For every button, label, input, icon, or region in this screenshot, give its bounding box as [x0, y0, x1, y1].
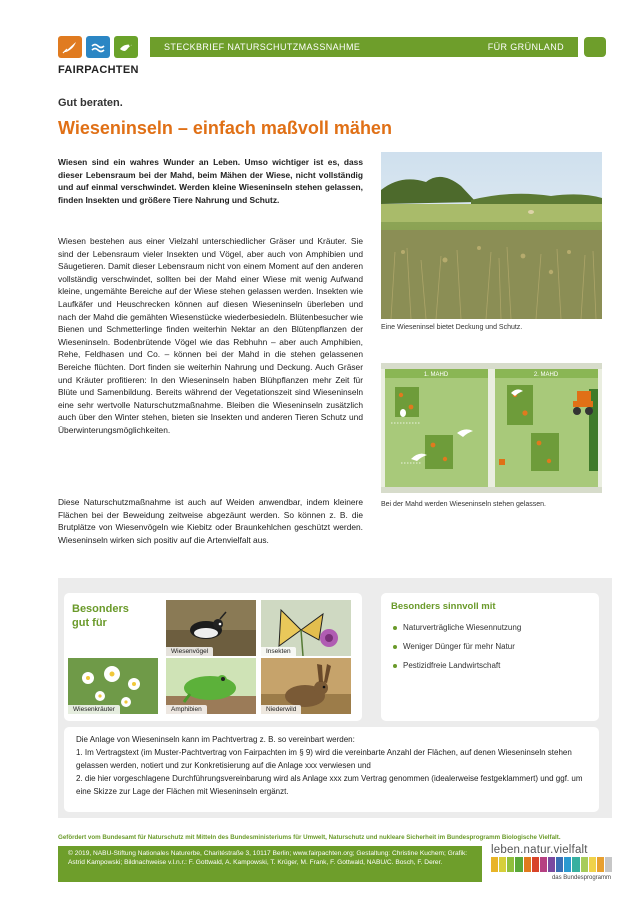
tile-amphibien: [166, 658, 256, 714]
intro-text: Wiesen sind ein wahres Wunder an Leben. Umso wichtiger ist es, dass dieser Lebensraum bei der Mahd, beim Mähen der Wiese, nicht vollständig und auf einmal verschwindet. Werden kleine Wieseninseln stehen gelassen, finden Insekten und größere Tiere Nahrung und Schutz.: [58, 157, 363, 205]
brand-name: FAIRPACHTEN: [58, 64, 139, 76]
good-for-title-line1: Besonders: [72, 603, 129, 615]
bullet-icon: [393, 664, 397, 668]
tile-niederwild: [261, 658, 351, 714]
mowing-diagram: [381, 363, 602, 493]
water-icon: [86, 36, 110, 58]
contract-intro: Die Anlage von Wieseninseln kann im Pachtvertrag z. B. so vereinbart werden:: [76, 735, 355, 744]
tile-label-amphibien: Amphibien: [166, 705, 207, 714]
useful-with-card: [381, 593, 599, 721]
good-for-title: [72, 602, 129, 630]
header-bar-right: FÜR GRÜNLAND: [487, 42, 564, 52]
contract-box: [64, 727, 599, 812]
tile-label-insekten: Insekten: [261, 647, 296, 656]
header-bar: [150, 37, 578, 57]
tile-wiesenvoegel: [166, 600, 256, 656]
logo-icons: [58, 36, 138, 58]
hand-leaf-icon: [58, 36, 82, 58]
body-paragraph-1: Wiesen bestehen aus einer Vielzahl unterschiedlicher Gräser und Kräuter. Sie sind der Lebensraum vieler Insekten und Vögel, aber auch von Amphibien und Säugetieren. Damit dieser Lebensraum nicht von einem Moment auf den anderen vollständig verschwindet, sollten bei der Mahd einer Wiese mit wenig Aufwand kleine, ungemähte Bereiche auf der Wiese stehen gelassen werden. Insekten wie Laufkäfer und Heuschrecken können auf diesen Wieseninseln überleben und nach der Mahd die gemähten Wiesenstücke wiederbesiedeln. Blütenbesucher wie Bienen und Schmetterlinge finden weiterhin Nektar an den Blütenpflanzen der Wieseninseln. Bodenbrütende Vögel wie das Rebhuhn – aber auch Amphibien, Rehe, Feldhasen und Co. – können bei der Mahd in die stehen gelassenen Bereiche flüchten. Dort finden sie weiterhin Nahrung und Deckung. Auch Gräser und Kräuter profitieren: In den Wieseninseln haben Blühpflanzen mehr Zeit für Blüte und Samenbildung. Bereits während der Vegetationszeit sind Wieseninseln eine sehr wertvolle Naturschutzmaßnahme. Bleiben die Wieseninseln zusätzlich auch über den Winter stehen, bieten sie Insekten und anderen Tieren Schutz und Überwinterungsmöglichkeiten.: [58, 236, 363, 435]
bird-icon: [114, 36, 138, 58]
useful-with-list: [393, 623, 521, 680]
diagram-label-right: 2. MAHD: [533, 372, 559, 378]
funding-note: Gefördert vom Bundesamt für Naturschutz mit Mitteln des Bundesministeriums für Umwelt, Naturschutz und nukleare Sicherheit im Bundesprogramm Biologische Vielfalt.: [58, 834, 561, 841]
good-for-title-line2: gut für: [72, 617, 107, 629]
useful-with-title: Besonders sinnvoll mit: [391, 601, 496, 612]
header-bar-left: STECKBRIEF NATURSCHUTZMASSNAHME: [164, 42, 361, 52]
body-paragraph-2: Diese Naturschutzmaßnahme ist auch auf Weiden anwendbar, indem kleinere Flächen bei der Beweidung zeitweise abgezäunt werden. So können z. B. die Brutplätze von Wiesenvögeln wie Kiebitz oder Braunkehlchen geschützt werden. Wieseninseln wirken sich positiv auf die Artenvielfalt aus.: [58, 497, 363, 545]
program-logo: [491, 844, 613, 884]
meadow-photo: [381, 152, 602, 319]
good-for-card: [64, 593, 362, 721]
list-item: Weniger Dünger für mehr Natur: [393, 642, 521, 651]
list-item: Naturverträgliche Wiesennutzung: [393, 623, 521, 632]
kicker: Gut beraten.: [58, 97, 123, 109]
header-bar-end: [584, 37, 606, 57]
tile-label-wiesenvoegel: Wiesenvögel: [166, 647, 213, 656]
diagram-label-left: 1. MAHD: [423, 372, 449, 378]
program-stripes: [491, 857, 613, 872]
program-name: leben.natur.vielfalt: [491, 844, 588, 856]
bullet-icon: [393, 626, 397, 630]
tile-label-wiesenkraeuter: Wiesenkräuter: [68, 705, 120, 714]
credits-bar: © 2019, NABU-Stiftung Nationales Naturerbe, Charitéstraße 3, 10117 Berlin; www.fairpachten.org; Gestaltung: Christine Kuchem; Grafik: Astrid Kampowski; Bildnachweise v.l.n.r.: F. Gottwald, A. Kampowski, T. Krüger, M. Frank, F. Gottwald, NABU/C. Bosch, F. Derer.: [58, 846, 482, 882]
contract-point-1: 1. Im Vertragstext (im Muster-Pachtvertrag von Fairpachten im § 9) wird die vereinbarte Anzahl der Flächen, auf denen Wieseninseln stehen gelassen werden, notiert und zur Konkretisierung auf die Anlage xxx verwiesen und: [76, 748, 572, 770]
diagram-caption: Bei der Mahd werden Wieseninseln stehen gelassen.: [381, 501, 546, 508]
program-subtitle: das Bundesprogramm: [551, 875, 611, 881]
list-item: Pestizidfreie Landwirtschaft: [393, 661, 521, 670]
contract-point-2: 2. die hier vorgeschlagene Durchführungsvereinbarung wird als Anlage xxx zum Vertrag genommen (idealerweise festgeklammert) und ggf. um eine Skizze zur Lage der Flächen mit Wieseninseln ergänzt.: [76, 774, 583, 796]
tile-insekten: [261, 600, 351, 656]
tile-label-niederwild: Niederwild: [261, 705, 301, 714]
tile-wiesenkraeuter: [68, 658, 158, 714]
photo-caption: Eine Wieseninsel bietet Deckung und Schutz.: [381, 324, 523, 331]
bullet-icon: [393, 645, 397, 649]
page-title: Wieseninseln – einfach maßvoll mähen: [58, 118, 392, 138]
